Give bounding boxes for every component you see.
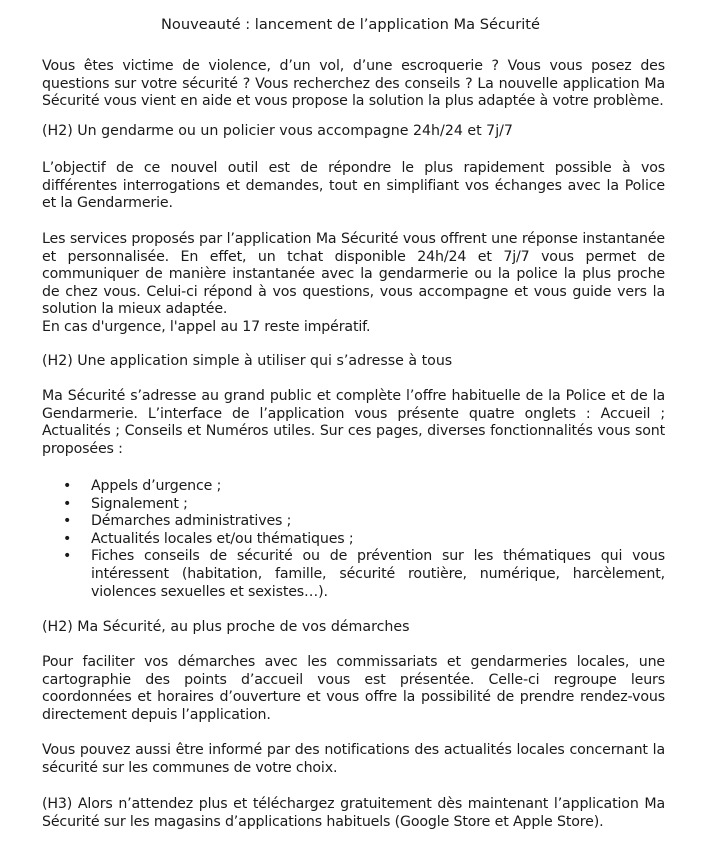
list-item: [42, 478, 665, 496]
list-item-text: Démarches administratives ;: [91, 513, 292, 530]
list-item-text: Actualités locales et/ou thématiques ;: [91, 530, 354, 547]
bullet-icon: •: [63, 478, 72, 494]
list-item: [42, 531, 665, 549]
section1-paragraph-3: En cas d'urgence, l'appel au 17 reste impératif.: [42, 319, 371, 335]
document-title: Nouveauté : lancement de l’application Ma Sécurité: [160, 16, 540, 33]
bullet-icon: •: [63, 495, 72, 512]
bullet-icon: •: [63, 530, 72, 547]
list-item-text: Fiches conseils de sécurité ou de prévention sur les thématiques qui vous intéressent (habitation, famille, sécurité routière, numérique, harcèlement, violences sexuelles et sexistes…).: [91, 548, 665, 600]
bullet-icon: •: [63, 513, 72, 530]
intro-paragraph: Vous êtes victime de violence, d’un vol, d’une escroquerie ? Vous vous posez des questions sur votre sécurité ? Vous recherchez des conseils ? La nouvelle application Ma Sécurité vous vient en aide et vous propose la solution la plus adaptée à votre problème.: [42, 58, 665, 110]
list-item: [42, 513, 665, 531]
section3-paragraph-2: Vous pouvez aussi être informé par des notifications des actualités locales concernant la sécurité sur les communes de votre choix.: [42, 742, 665, 776]
section4-heading: (H3) Alors n’attendez plus et téléchargez gratuitement dès maintenant l’application Ma Sécurité sur les magasins d’applications habituels (Google Store et Apple Store).: [42, 796, 665, 830]
list-item-text: Signalement ;: [91, 495, 188, 512]
features-list: [42, 478, 665, 601]
bullet-icon: •: [63, 548, 72, 565]
section2-heading: (H2) Une application simple à utiliser qui s’adresse à tous: [42, 353, 453, 369]
list-item: [42, 496, 665, 514]
section1-heading: (H2) Un gendarme ou un policier vous accompagne 24h/24 et 7j/7: [42, 123, 513, 139]
section1-paragraph-1: L’objectif de ce nouvel outil est de répondre le plus rapidement possible à vos différentes interrogations et demandes, tout en simplifiant vos échanges avec la Police et la Gendarmerie.: [42, 160, 665, 212]
list-item: [42, 548, 665, 601]
section3-heading: (H2) Ma Sécurité, au plus proche de vos démarches: [42, 619, 410, 635]
section3-paragraph-1: Pour faciliter vos démarches avec les commissariats et gendarmeries locales, une cartographie des points d’accueil vous est présentée. Celle-ci regroupe leurs coordonnées et horaires d’ouverture et vous offre la possibilité de prendre rendez-vous directement depuis l’application.: [42, 654, 665, 723]
section1-paragraph-2: Les services proposés par l’application Ma Sécurité vous offrent une réponse instantanée et personnalisée. En effet, un tchat disponible 24h/24 et 7j/7 vous permet de communiquer de manière instantanée avec la gendarmerie ou la police la plus proche de chez vous. Celui-ci répond à vos questions, vous accompagne et vous guide vers la solution la mieux adaptée.: [42, 231, 665, 318]
list-item-text: Appels d’urgence ;: [91, 478, 222, 494]
section2-paragraph-1: Ma Sécurité s’adresse au grand public et complète l’offre habituelle de la Police et de la Gendarmerie. L’interface de l’application vous présente quatre onglets : Accueil ; Actualités ; Conseils et Numéros utiles. Sur ces pages, diverses fonctionnalités vous sont proposées :: [42, 388, 665, 457]
